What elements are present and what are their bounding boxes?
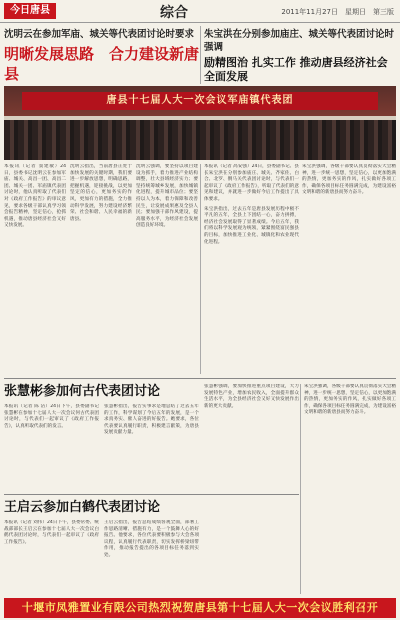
continued-paragraph: 朱宝洪强调，各级干部要认真贯彻落实大会精神，进一步统一思想，坚定信心，以更加饱满的热情，更加务实的作风，扎实做好各项工作，确保各项目标任务圆满完成，为建设富裕文明和谐的新唐县而努力奋斗。 <box>304 384 396 416</box>
ad-banner: 十堰市凤雅置业有限公司热烈祝贺唐县第十七届人大一次会议胜利召开 <box>4 598 396 618</box>
right-subhead: 朱宝洪在分别参加庙庄、城关等代表团讨论时强调 <box>204 29 395 53</box>
lead-subhead: 沈明云在参加军庙、城关等代表团讨论时要求 <box>4 29 195 40</box>
right-headline: 励精图治 扎实工作 推动唐县经济社会全面发展 <box>204 56 388 83</box>
article-four-paragraph: 本报讯（记者 刘伟）24日下午，县委常委、统战部部长王启云在参加十七届人大一次会议白鹤代表团讨论时，与代表们一起审议了《政府工作报告》。 <box>4 520 99 545</box>
newspaper-logo: 今日唐县 <box>4 3 56 19</box>
lead-paragraph: 沈明云指出，当前唐县正处于加快发展的关键时期，我们要进一步解放思想，明确思路，把握机遇，迎接挑战，以更加坚定的信心，更加务实的作风，更加有力的措施，全力推动科学发展，努力建设经济繁荣、社会和谐、人民幸福的新唐县。 <box>70 164 132 222</box>
photo-banner: 唐县十七届人大一次会议军庙镇代表团 <box>22 92 378 110</box>
column-divider <box>200 164 201 374</box>
right-body-col-2 <box>302 164 396 374</box>
column-divider <box>300 384 301 594</box>
section-title: 综合 <box>160 5 188 21</box>
article-three-headline: 张慧彬参加何古代表团讨论 <box>4 384 161 399</box>
column-divider <box>200 26 201 84</box>
article-four-col-1 <box>4 520 99 594</box>
article-three-col-3 <box>204 384 299 490</box>
lead-headline: 明晰发展思路 合力建设新唐县 <box>4 45 200 83</box>
article-three-col-1 <box>4 404 99 490</box>
right-paragraph: 朱宝洪指出，过去五年是唐县发展历程中极不平凡的五年，全县上下团结一心，奋力拼搏，经济社会发展取得了显著成绩。今后五年，我们将以科学发展观为统领，紧紧围绕富民强县的目标，加快推进工业化、城镇化和农业现代化进程。 <box>204 206 299 245</box>
masthead <box>0 0 400 23</box>
lead-paragraph: 沈明云强调，要坚持以项目建设为抓手，着力推进产业结构调整，壮大县域经济实力；要坚持统筹城乡发展，加快城镇化进程，提升城市品位；要坚持以人为本，着力保障和改善民生，让发展成果惠及全县人民；要加强干部作风建设，提高服务水平，为经济社会发展创造良好环境。 <box>136 164 198 229</box>
article-three-paragraph: 本报讯（记者 陈 洁）24日下午，县委副书记张慧彬在参加十七届人大一次会议何古代表团讨论时，与代表们一起审议了《政府工作报告》，认真听取代表们的发言。 <box>4 404 99 429</box>
issue-date: 2011年11月27日 星期日 第三版 <box>281 8 394 16</box>
lead-body-col-1 <box>4 164 66 374</box>
article-three-col-2 <box>104 404 199 490</box>
article-four-headline: 王启云参加白鹤代表团讨论 <box>4 500 161 515</box>
right-paragraph: 朱宝洪强调，各级干部要认真贯彻落实大会精神，进一步统一思想，坚定信心，以更加饱满的热情，更加务实的作风，扎实做好各项工作，确保各项目标任务圆满完成，为建设富裕文明和谐的新唐县而努力奋斗。 <box>302 164 396 196</box>
lead-body-col-3 <box>136 164 198 374</box>
lead-body-col-2 <box>70 164 132 374</box>
meeting-photo <box>4 86 396 160</box>
section-rule <box>4 378 396 379</box>
article-four-col-2 <box>104 520 199 594</box>
continued-text-col <box>304 384 396 594</box>
right-body-col-1 <box>204 164 299 374</box>
lead-paragraph: 本报讯（记者 窦建敏）24日，县委书记沈明云在参加军庙、城关、高昌一团、高昌二团、城关一团、军庙镇代表团讨论时，他认真听取了代表们对《政府工作报告》的审议意见，要求各级干部认真学习领会报告精神，坚定信心，抢抓机遇，推动唐县经济社会又好又快发展。 <box>4 164 66 229</box>
section-rule <box>4 494 299 495</box>
photo-crowd <box>4 120 396 160</box>
article-three-paragraph: 张慧彬指出，报告实事求是地总结了过去五年的工作，科学谋划了今后五年的发展，是一个求真务实、催人奋进的好报告。她要求，各位代表要认真履行职责，积极建言献策，为唐县发展贡献力量。 <box>104 404 199 436</box>
article-three-paragraph: 张慧彬强调，要加快推进重点项目建设，大力发展特色产业，增加农民收入，全面提升群众生活水平，为全县经济社会又好又快发展作出新的更大贡献。 <box>204 384 299 409</box>
article-four-paragraph: 王启云指出，报告总结成绩客观全面，部署工作思路清晰、措施有力，是一个鼓舞人心的好报告。他要求，各位代表要积极参与大会各项议程，认真履行代表职责，切实发挥桥梁纽带作用，推动报告提出的各项目标任务落到实处。 <box>104 520 199 558</box>
right-paragraph: 本报讯（记者 高安强）24日，县委副书记、县长朱宝洪在分别参加庙庄、城关、齐家佐、白合、北罗、倒马关代表团讨论时，与代表们一起审议了《政府工作报告》，听取了代表们的意见和建议，并就进一步做好今后工作提出了具体要求。 <box>204 164 299 202</box>
